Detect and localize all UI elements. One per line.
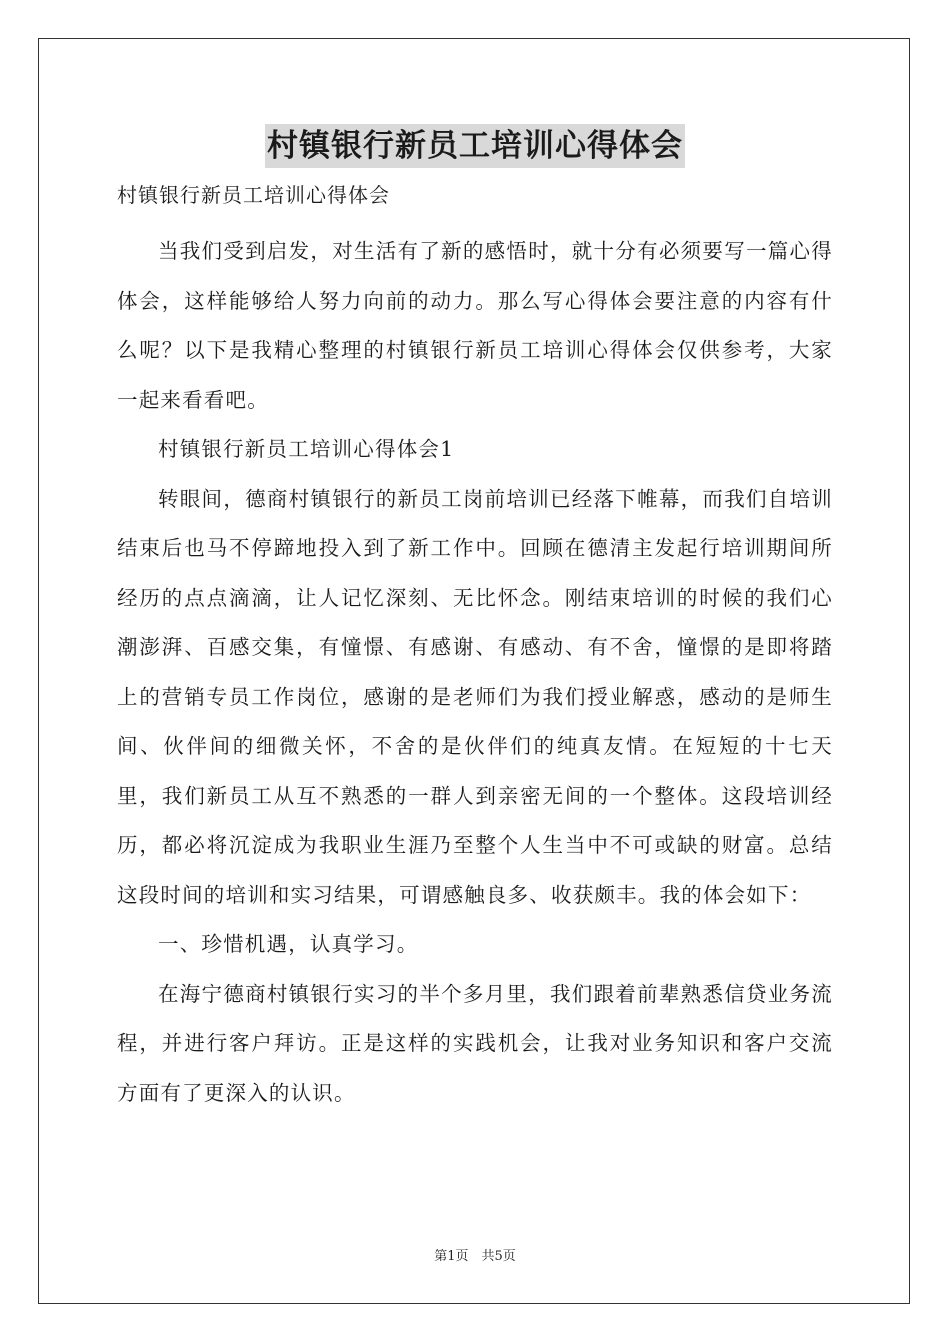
point-heading-1: 一、珍惜机遇，认真学习。	[158, 932, 419, 956]
paragraph-point-1: 在海宁德商村镇银行实习的半个多月里，我们跟着前辈熟悉信贷业务流程，并进行客户拜访。正是这样的实践机会，让我对业务知识和客户交流方面有了更深入的认识。	[117, 981, 833, 1105]
title-wrap	[117, 124, 833, 170]
document-body	[117, 124, 833, 1118]
document-subtitle: 村镇银行新员工培训心得体会	[117, 183, 390, 207]
document-title: 村镇银行新员工培训心得体会	[265, 124, 685, 168]
paragraph-intro: 当我们受到启发，对生活有了新的感悟时，就十分有必须要写一篇心得体会，这样能够给人努力向前的动力。那么写心得体会要注意的内容有什么呢？以下是我精心整理的村镇银行新员工培训心得体会仅供参考，大家一起来看看吧。	[117, 239, 833, 412]
section-heading-1: 村镇银行新员工培训心得体会1	[158, 437, 455, 461]
paragraph-main: 转眼间，德商村镇银行的新员工岗前培训已经落下帷幕，而我们自培训结束后也马不停蹄地投入到了新工作中。回顾在德清主发起行培训期间所经历的点点滴滴，让人记忆深刻、无比怀念。刚结束培训的时候的我们心潮澎湃、百感交集，有憧憬、有感谢、有感动、有不舍，憧憬的是即将踏上的营销专员工作岗位，感谢的是老师们为我们授业解惑，感动的是师生间、伙伴间的细微关怀，不舍的是伙伴们的纯真友情。在短短的十七天里，我们新员工从互不熟悉的一群人到亲密无间的一个整体。这段培训经历，都必将沉淀成为我职业生涯乃至整个人生当中不可或缺的财富。总结这段时间的培训和实习结果，可谓感触良多、收获颇丰。我的体会如下：	[117, 486, 833, 907]
page-footer: 第1页 共5页	[434, 1249, 516, 1264]
